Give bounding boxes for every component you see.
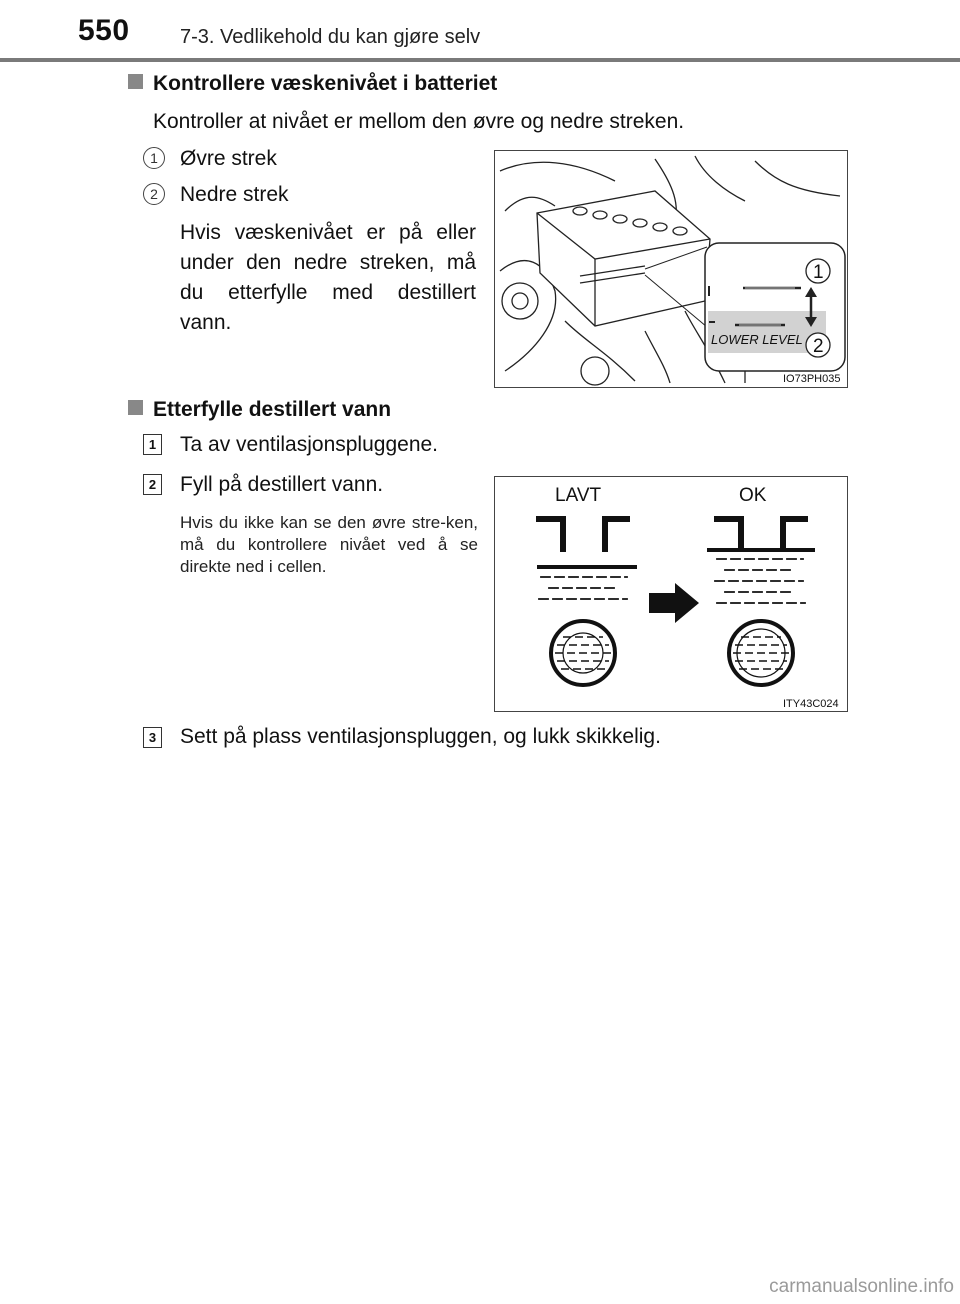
step-badge-1: 1 (143, 434, 162, 455)
section-heading-text: Etterfylle destillert vann (153, 398, 392, 421)
item-upper-line: Øvre strek (180, 147, 277, 170)
step-2-note: Hvis du ikke kan se den øvre stre-ken, må du kontrollere nivået ved å se direkte ned i cellen. (180, 513, 478, 576)
step-badge-3: 3 (143, 727, 162, 748)
callout-badge-1: 1 (143, 147, 165, 169)
step-1-text: Ta av ventilasjonspluggene. (180, 433, 439, 456)
section-heading-refill (128, 398, 391, 422)
callout-badge-2: 2 (143, 183, 165, 205)
chapter-title: 7-3. Vedlikehold du kan gjøre selv (180, 26, 481, 48)
figure-code: ITY43C024 (783, 698, 839, 710)
section-intro: Kontroller at nivået er mellom den øvre og nedre streken. (153, 110, 685, 133)
step-3-text: Sett på plass ventilasjonspluggen, og lukk skikkelig. (180, 725, 661, 748)
cell-level-illustration (495, 477, 847, 711)
section-heading-text: Kontrollere væskenivået i batteriet (153, 72, 498, 95)
page-number: 550 (78, 14, 130, 47)
watermark: carmanualsonline.info (769, 1276, 954, 1297)
battery-engine-illustration (495, 151, 847, 387)
figure-callout-2: 2 (813, 336, 824, 357)
label-low: LAVT (555, 485, 602, 506)
step-badge-2: 2 (143, 474, 162, 495)
item-lower-line: Nedre strek (180, 183, 289, 206)
figure-code: IO73PH035 (783, 373, 841, 385)
square-bullet-icon (128, 74, 143, 89)
lower-level-label: LOWER LEVEL (711, 332, 803, 347)
square-bullet-icon (128, 400, 143, 415)
item-lower-line-detail: Hvis væskenivået er på eller under den nedre streken, må du etterfylle med destillert vann. (180, 221, 476, 334)
label-ok: OK (739, 485, 767, 506)
figure-callout-1: 1 (813, 262, 824, 283)
section-heading-check-level (128, 72, 497, 96)
refill-level-figure (494, 476, 848, 712)
battery-level-figure (494, 150, 848, 388)
header-rule (0, 58, 960, 62)
step-2-text: Fyll på destillert vann. (180, 473, 384, 496)
